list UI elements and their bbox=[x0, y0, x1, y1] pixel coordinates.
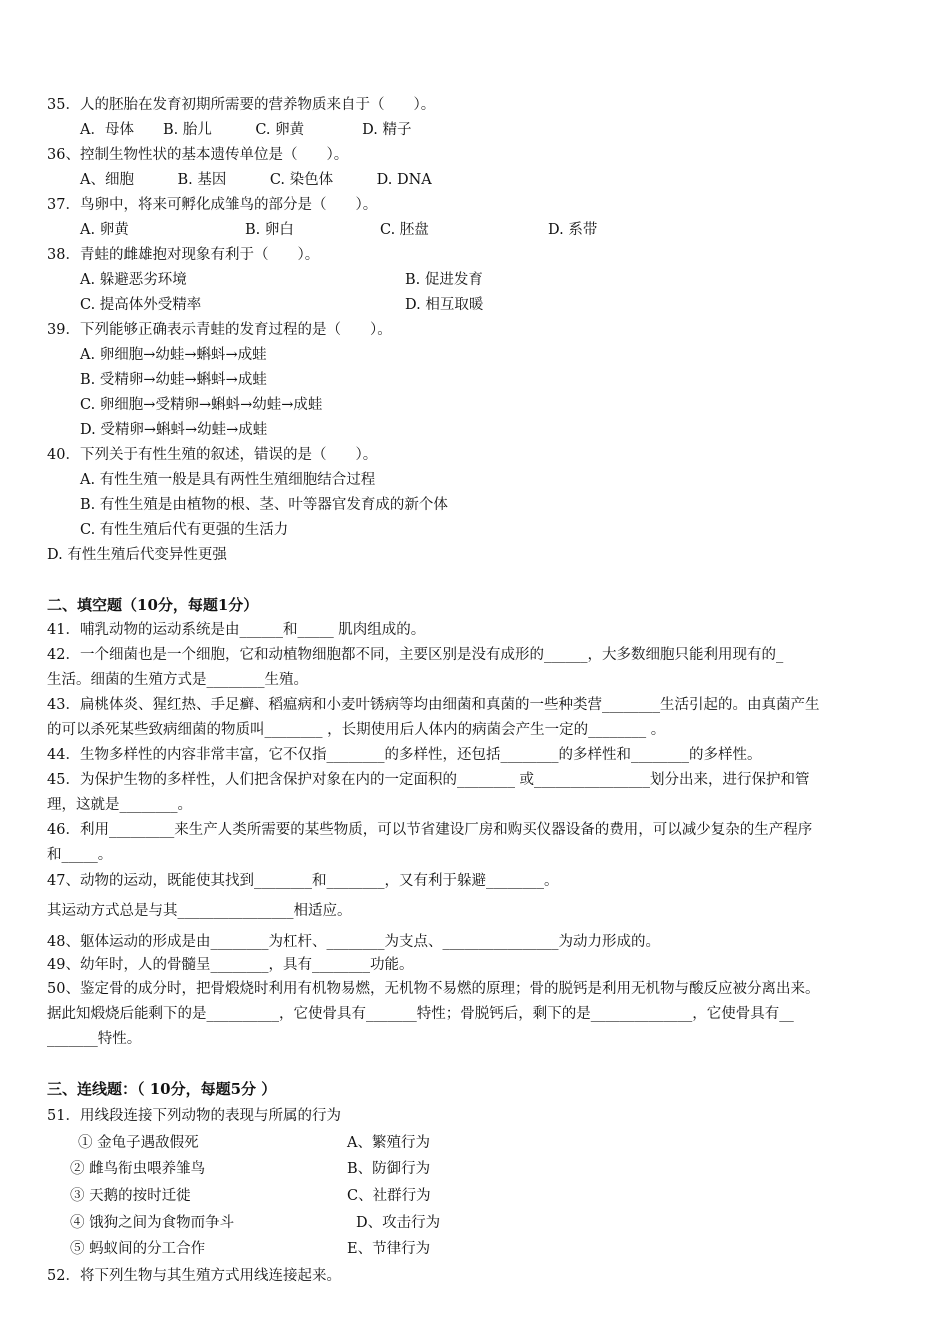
fill-line: 据此知煅烧后能剩下的是__________，它使骨具有_______特性；骨脱钙后，剩下的是______________，它使骨具有__ bbox=[47, 1006, 794, 1022]
q36-options: A、细胞 B. 基因 C. 染色体 D. DNA bbox=[80, 172, 432, 188]
section-matching-heading: 三、连线题：（ 10分，每题5分 ） bbox=[47, 1080, 277, 1098]
q38-stem: 38．青蛙的雌雄抱对现象有利于（ ）。 bbox=[47, 247, 320, 263]
q51-stem: 51．用线段连接下列动物的表现与所属的行为 bbox=[47, 1108, 341, 1124]
q38-option-d: D. 相互取暖 bbox=[405, 297, 484, 313]
q37-option-b: B. 卵白 bbox=[245, 222, 294, 238]
fill-line: 理，这就是________。 bbox=[47, 797, 192, 813]
q38-option-a: A. 躲避恶劣环境 bbox=[80, 272, 187, 288]
q40-option-d: D. 有性生殖后代变异性更强 bbox=[47, 547, 227, 563]
fill-line: 48、躯体运动的形成是由________为杠杆、________为支点、________________为动力形成的。 bbox=[47, 934, 660, 950]
q51-right-item: D、攻击行为 bbox=[356, 1215, 441, 1231]
fill-line: 生活。细菌的生殖方式是________生殖。 bbox=[47, 672, 308, 688]
q37-stem: 37．鸟卵中，将来可孵化成雏鸟的部分是（ ）。 bbox=[47, 197, 378, 213]
q39-option-d: D. 受精卵→蝌蚪→幼蛙→成蛙 bbox=[80, 422, 268, 438]
fill-line: _______特性。 bbox=[47, 1031, 142, 1047]
fill-line: 47、动物的运动，既能使其找到________和________，又有利于躲避________。 bbox=[47, 873, 559, 889]
section-fill-in-heading: 二、填空题（10分，每题1分） bbox=[47, 596, 259, 614]
q40-option-a: A. 有性生殖一般是具有两性生殖细胞结合过程 bbox=[80, 472, 376, 488]
q39-option-c: C. 卵细胞→受精卵→蝌蚪→幼蛙→成蛙 bbox=[80, 397, 323, 413]
q39-option-b: B. 受精卵→幼蛙→蝌蚪→成蛙 bbox=[80, 372, 267, 388]
fill-line: 41．哺乳动物的运动系统是由______和_____ 肌肉组成的。 bbox=[47, 622, 426, 638]
q38-option-b: B. 促进发育 bbox=[405, 272, 483, 288]
q51-left-item: ② 雌鸟衔虫喂养雏鸟 bbox=[70, 1161, 206, 1177]
fill-line: 49、幼年时，人的骨髓呈________，具有________功能。 bbox=[47, 957, 414, 973]
fill-line: 46．利用_________来生产人类所需要的某些物质，可以节省建设厂房和购买仪器设备的费用，可以减少复杂的生产程序 bbox=[47, 822, 813, 838]
q37-option-c: C. 胚盘 bbox=[380, 222, 429, 238]
q40-option-b: B. 有性生殖是由植物的根、茎、叶等器官发育成的新个体 bbox=[80, 497, 448, 513]
q40-option-c: C. 有性生殖后代有更强的生活力 bbox=[80, 522, 289, 538]
q51-right-item: E、节律行为 bbox=[347, 1241, 431, 1257]
fill-line: 和_____。 bbox=[47, 847, 113, 863]
q35-options: A．母体 B. 胎儿 C. 卵黄 D. 精子 bbox=[80, 122, 412, 138]
fill-line: 44．生物多样性的内容非常丰富，它不仅指________的多样性，还包括________的多样性和________的多样性。 bbox=[47, 747, 762, 763]
q52-stem: 52．将下列生物与其生殖方式用线连接起来。 bbox=[47, 1268, 341, 1284]
q35-stem: 35．人的胚胎在发育初期所需要的营养物质来自于（ ）。 bbox=[47, 97, 436, 113]
q39-stem: 39．下列能够正确表示青蛙的发育过程的是（ ）。 bbox=[47, 322, 392, 338]
q51-left-item: ③ 天鹅的按时迁徙 bbox=[70, 1188, 191, 1204]
q37-option-d: D. 系带 bbox=[548, 222, 598, 238]
q51-right-item: B、防御行为 bbox=[347, 1161, 431, 1177]
q36-stem: 36、控制生物性状的基本遗传单位是（ ）。 bbox=[47, 147, 349, 163]
q51-left-item: ④ 饿狗之间为食物而争斗 bbox=[70, 1215, 235, 1231]
fill-line: 其运动方式总是与其________________相适应。 bbox=[47, 903, 352, 919]
q38-option-c: C. 提高体外受精率 bbox=[80, 297, 202, 313]
fill-line: 42．一个细菌也是一个细胞，它和动植物细胞都不同，主要区别是没有成形的______，大多数细胞只能利用现有的_ bbox=[47, 647, 784, 663]
fill-line: 的可以杀死某些致病细菌的物质叫________ ，长期使用后人体内的病菌会产生一定的________ 。 bbox=[47, 722, 666, 738]
fill-line: 43．扁桃体炎、猩红热、手足癣、稻瘟病和小麦叶锈病等均由细菌和真菌的一些种类营________生活引起的。由真菌产生 bbox=[47, 697, 820, 713]
fill-line: 45．为保护生物的多样性，人们把含保护对象在内的一定面积的________ 或________________划分出来，进行保护和管 bbox=[47, 772, 810, 788]
q39-option-a: A. 卵细胞→幼蛙→蝌蚪→成蛙 bbox=[80, 347, 267, 363]
q51-right-item: C、社群行为 bbox=[347, 1188, 431, 1204]
q40-stem: 40．下列关于有性生殖的叙述，错误的是（ ）。 bbox=[47, 447, 378, 463]
fill-line: 50、鉴定骨的成分时，把骨煅烧时利用有机物易燃，无机物不易燃的原理；骨的脱钙是利用无机物与酸反应被分离出来。 bbox=[47, 981, 820, 997]
q51-left-item: ① 金龟子遇敌假死 bbox=[78, 1135, 199, 1151]
q37-option-a: A. 卵黄 bbox=[80, 222, 129, 238]
q51-left-item: ⑤ 蚂蚁间的分工合作 bbox=[70, 1241, 206, 1257]
q51-right-item: A、繁殖行为 bbox=[347, 1135, 430, 1151]
